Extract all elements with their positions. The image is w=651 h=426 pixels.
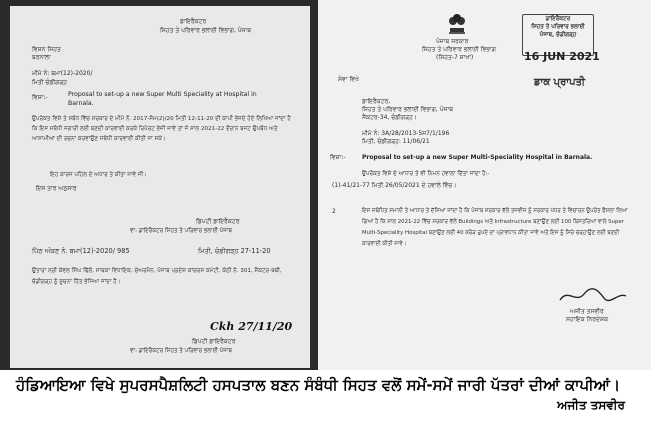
left-to-name: ਵਿਸ਼ਨ ਸਿਹਤ [32,46,61,53]
photo-caption: ਹੰਡਿਆਇਆ ਵਿਖੇ ਸੁਪਰਸਪੈਸ਼ਲਿਟੀ ਹਸਪਤਾਲ ਬਣਨ ਸੰਬੰਧੀ ਸਿਹਤ ਵਲੋਂ ਸਮੇਂ-ਸਮੇਂ ਜਾਰੀ ਪੱਤਰਾਂ ਦੀਆਂ ਕਾਪੀਆਂ। [16,376,621,394]
left-signer-title: ਡਿਪਟੀ ਡਾਇਰੈਕਟਰ [196,218,240,225]
dak-stamp: ਡਾਕ ਪ੍ਰਾਪਤੀ [534,77,586,88]
left-para2: ਇਹ ਕਾਰਜ ਪਹਿਲ ਦੇ ਅਧਾਰ ਤੇ ਕੀਤਾ ਜਾਵੇ ਜੀ। [50,172,147,178]
left-letter [10,6,310,368]
left-endst: ਪਿੱਠ ਅੰਕਣ ਨੰ. ਬਮਾ(12)-2020/ 985 [32,247,130,255]
left-to-line2: ਬਰਨਾਲਾ [32,54,51,61]
right-dept: ਸਿਹਤ ਤੇ ਪਰਿਵਾਰ ਭਲਾਈ ਵਿਭਾਗ [422,46,496,53]
left-office: ਡਾਇਰੈਕਟਰ [180,18,207,25]
left-para1: ਉਪਰੋਕਤ ਵਿਸ਼ੇ ਤੇ ਸਬੰਧ ਵਿੱਚ ਸਰਕਾਰ ਦੇ ਮੀਮੋ ਨੰ. 2017-ਸੰਮ(2)/20 ਮਿਤੀ 12-11-20 ਦੀ ਕਾਪੀ ਭੇਜਦੇ ਹੋਏ ਲਿਖਿਆ ਜਾਂਦਾ ਹੈ ਕਿ ਇਸ ਸਬੰਧੀ ਜਗਾਰੀ ਲਈ ਬਣਦੀ ਕਾਰਵਾਈ ਕਰਕੇ ਰਿਪੋਰਟ ਭੇਜੀ ਜਾਵੇ ਤਾਂ ਜੋ ਸਾਲ 2021-22 ਦੌਰਾਨ ਬਜਟ ਉਪਬੰਧ ਅਤੇ ਆਸਾਮੀਆਂ ਦੀ ਰਚਨਾ ਕਰਵਾਉਣ ਸਬੰਧੀ ਕਾਰਵਾਈ ਕੀਤੀ ਜਾ ਸਕੇ। [32,116,291,142]
left-closing: ਇਸ ਤਾਰ ਅਨੁਸਾਰ [36,185,77,192]
right-ref: (1)-41/21-77 ਮਿਤੀ 26/05/2021 ਦੇ ਹਵਾਲੇ ਵਿੱਚ। [332,182,457,189]
right-para-no: 2 [332,208,336,215]
left-signer-for: ਵਾ: ਡਾਇਰੈਕਟਰ ਸਿਹਤ ਤੇ ਪਰਿਵਾਰ ਭਲਾਈ ਪੰਜਾਬ [130,228,233,234]
left-memo: ਮੀਮੋ ਨੰ: ਬਮਾ(12)-2020/ [32,70,93,77]
left-dept: ਸਿਹਤ ਤੇ ਪਰਿਵਾਰ ਭਲਾਈ ਵਿਭਾਗ, ਪੰਜਾਬ [160,27,251,34]
right-to3: ਸੈਕਟਰ-34, ਚੰਡੀਗੜ੍ਹ। [362,114,417,121]
right-govt: ਪੰਜਾਬ ਸਰਕਾਰ [436,38,469,45]
left-date: ਮਿਤੀ ਚੰਡੀਗੜ੍ਹ [32,79,67,86]
right-sender-label: ਸੇਵਾ ਵਿਖੇ [338,76,359,83]
right-signer-title: ਸਹਾਇਕ ਨਿਰਦੇਸ਼ਕ [566,316,609,323]
left-signature: Ckh 27/11/20 [210,320,293,333]
left-signer-for2: ਵਾ: ਡਾਇਰੈਕਟਰ ਸਿਹਤ ਤੇ ਪਰਿਵਾਰ ਭਲਾਈ ਪੰਜਾਬ [130,348,233,354]
right-letter [318,0,651,370]
right-signer: ਅਜੀਤ ਤਸਵੀਰ [570,308,604,315]
left-subject: Proposal to set-up a new Super Multi Speciality at Hospital in Barnala. [68,91,257,107]
photo-credit: ਅਜੀਤ ਤਸਵੀਰ [557,398,625,412]
right-date: ਮਿਤੀ, ਚੰਡੀਗੜ੍ਹ: 11/06/21 [362,138,430,145]
stamp-office: ਡਾਇਰੈਕਟਰ [545,16,571,22]
stamp-city: ਪੰਜਾਬ, ਚੰਡੀਗੜ੍ਹ [539,32,577,38]
right-subject-label: ਵਿਸ਼ਾ:- [330,154,346,161]
signature-icon [558,286,628,306]
left-subject-label: ਵਿਸ਼ਾ:- [32,94,48,101]
right-subject: Proposal to set-up a new Super Multi-Speciality Hospital in Barnala. [362,154,593,161]
right-memo: ਮੀਮੋ ਨੰ: 3A/28/2013-5ਸ7/1/196 [362,130,450,137]
right-para: ਇਸ ਸਬੰਧਿਤ ਸਮਾਨੀ ਤੇ ਆਧਾਰ ਤੇ ਦੱਸਿਆ ਜਾਂਦਾ ਹੈ ਕਿ ਪੰਜਾਬ ਸਰਕਾਰ ਵੱਲੋਂ ਤਜਵੀਜ਼ ਨੂੰ ਸਰਕਾਰ ਪੱਧਰ ਤੇ ਵਿਚਾਰਨ ਉਪਰੰਤ ਫੈਸਲਾ ਲਿਆ ਗਿਆ ਹੈ ਕਿ ਸਾਲ 2021-22 ਵਿੱਚ ਸਰਕਾਰ ਵੱਲੋਂ Buildings ਅਤੇ Infrastructure ਬਣਾਉਣ ਲਈ 100 ਬਿਸਤਰਿਆਂ ਵਾਲੇ Super Multi-Speciality Hospital ਬਣਾਉਣ ਲਈ 40 ਕਰੋੜ ਰੁਪਏ ਦਾ ਪ੍ਰਾਵਧਾਨ ਕੀਤਾ ਜਾਵੇ ਅਤੇ ਇਸ ਨੂੰ ਸਿਰੇ ਚੜ੍ਹਾਉਣ ਲਈ ਬਣਦੀ ਕਾਰਵਾਈ ਕੀਤੀ ਜਾਵੇ। [362,208,628,247]
right-branch: (ਸਿਹਤ-7 ਸ਼ਾਖਾ) [436,54,474,61]
stamp-date: 16 JUN 2021 [524,50,600,63]
left-signer-title2: ਡਿਪਟੀ ਡਾਇਰੈਕਟਰ [192,338,236,345]
right-ref-intro: ਉਪਰੋਕਤ ਵਿਸ਼ੇ ਦੇ ਆਧਾਰ ਤੇ ਵੀ ਨਿਮਨ ਹਵਾਲਾ ਦਿੱਤਾ ਜਾਂਦਾ ਹੈ:- [362,171,490,177]
right-to2: ਸਿਹਤ ਤੇ ਪਰਿਵਾਰ ਭਲਾਈ ਵਿਭਾਗ, ਪੰਜਾਬ [362,106,453,113]
left-endst-date: ਮਿਤੀ, ਚੰਡੀਗੜ੍ਹ 27-11-20 [198,247,271,255]
right-to1: ਡਾਇਰੈਕਟਰ, [362,98,391,105]
emblem-icon [446,10,468,36]
left-copy-note: ਉਤਾਰਾ ਸ੍ਰੀ ਕੇਵਲ ਸਿੰਘ ਢਿੱਲੋਂ, ਸਾਬਕਾ ਵਿਧਾਇਕ, ਚੇਅਰਮੈਨ, ਪੰਜਾਬ ਪ੍ਰਦੇਸ਼ ਕਾਂਗਰਸ ਕਮੇਟੀ, ਕੋਠੀ ਨੰ. 301, ਸੈਕਟਰ-9ਬੀ, ਚੰਡੀਗੜ੍ਹ ਨੂੰ ਸੂਚਨਾ ਹਿੱਤ ਭੇਜਿਆ ਜਾਂਦਾ ਹੈ। [32,268,282,285]
stamp-dept: ਸਿਹਤ ਤੇ ਪਰਿਵਾਰ ਭਲਾਈ [531,24,585,30]
